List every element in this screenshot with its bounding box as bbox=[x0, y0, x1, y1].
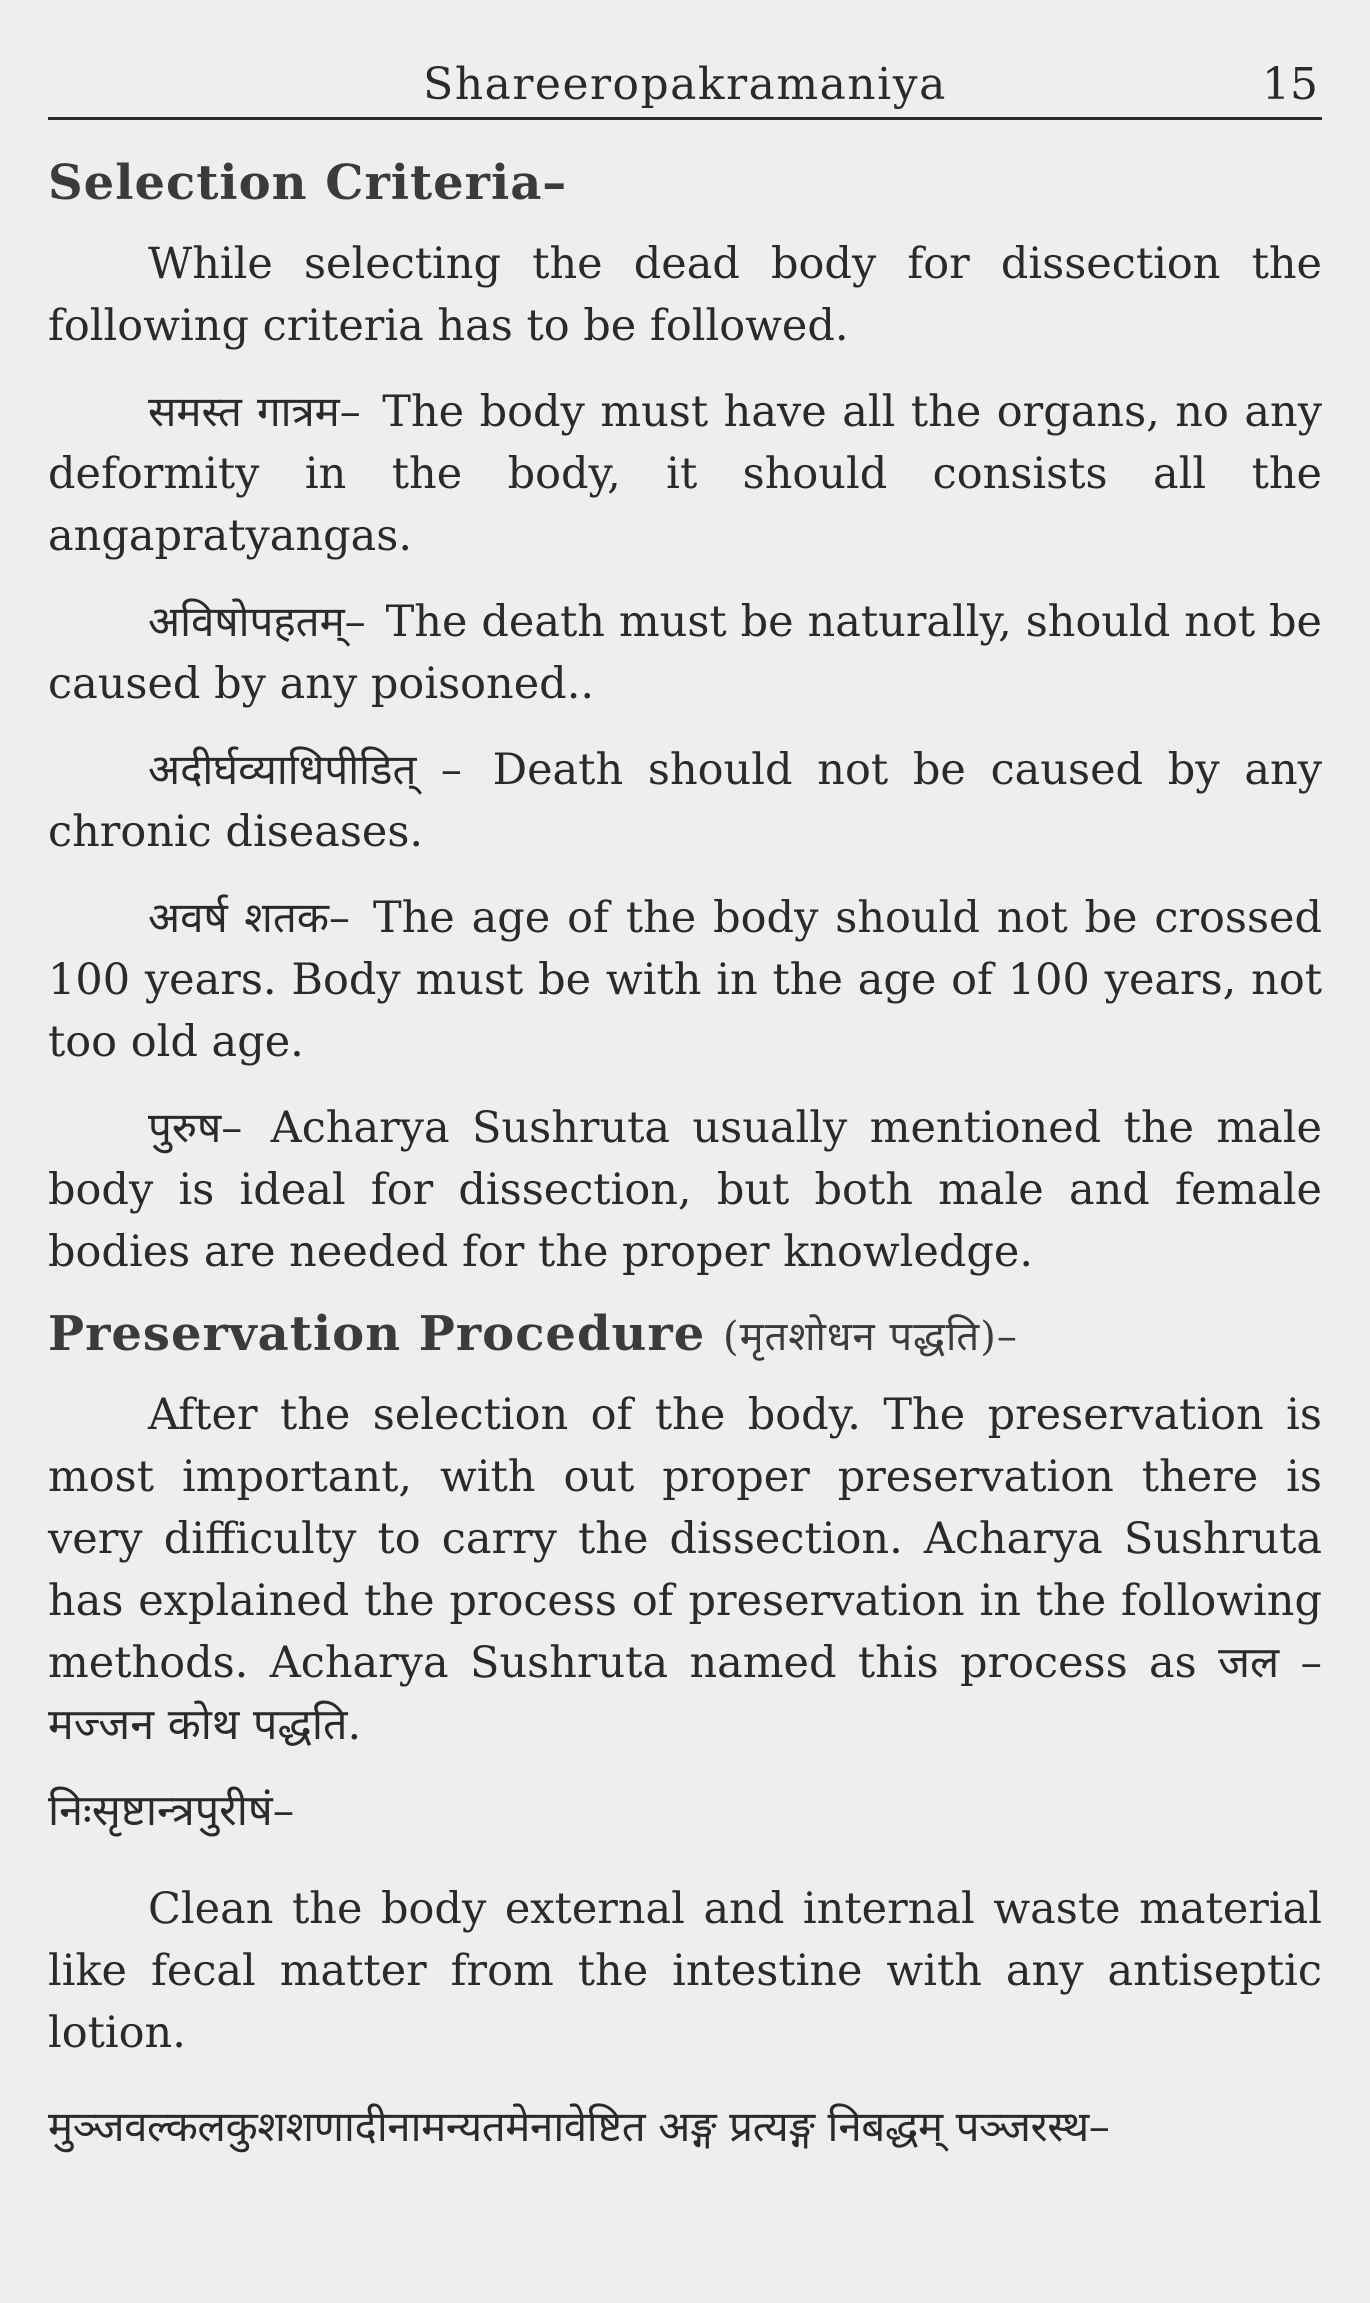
preservation-heading-devanagari: (मृतशोधन पद्धति)– bbox=[722, 1314, 1018, 1361]
criterion-paragraph bbox=[48, 1097, 1322, 1283]
criterion-term: अवर्ष शतक– bbox=[148, 893, 351, 943]
criterion-paragraph bbox=[48, 381, 1322, 567]
preservation-step-text: Clean the body external and internal waste material like fecal matter from the intestine with any antiseptic lotion. bbox=[48, 1884, 1322, 2059]
preservation-intro: After the selection of the body. The preservation is most important, with out proper preservation there is very difficulty to carry the dissection. Acharya Sushruta has explained the process of preservation in the following methods. Acharya Sushruta named this process as जल – मज्जन कोथ पद्धति. bbox=[48, 1390, 1322, 1751]
preservation-heading-text: Preservation Procedure bbox=[48, 1306, 706, 1363]
running-title: Shareeropakramaniya bbox=[423, 59, 947, 110]
criterion-text: The body must have all the organs, no any deformity in the body, it should consists all the angapratyangas. bbox=[48, 387, 1322, 562]
criterion-text: The death must be naturally, should not be caused by any poisoned.. bbox=[48, 597, 1323, 710]
criterion-text: Acharya Sushruta usually mentioned the male body is ideal for dissection, but both male and female bodies are needed for the proper knowledge. bbox=[48, 1103, 1322, 1278]
criterion-text: The age of the body should not be crossed 100 years. Body must be with in the age of 100 years, not too old age. bbox=[48, 893, 1322, 1068]
criterion-term: अविषोपहतम्– bbox=[148, 597, 366, 647]
page-number: 15 bbox=[1262, 59, 1318, 110]
selection-criteria-heading: Selection Criteria– bbox=[48, 155, 568, 211]
criterion-term: समस्त गात्रम– bbox=[148, 387, 361, 437]
criterion-text: Death should not be caused by any chronic diseases. bbox=[48, 745, 1322, 858]
running-header bbox=[48, 55, 1322, 120]
closing-devanagari-line: मुञ्जवल्कलकुशशणादीनामन्यतमेनावेष्टित अङ्ग प्रत्यङ्ग निबद्धम् पञ्जरस्थ– bbox=[48, 2102, 1110, 2152]
preservation-step-title: निःसृष्टान्त्रपुरीषं– bbox=[48, 1786, 295, 1837]
selection-intro: While selecting the dead body for dissection the following criteria has to be followed. bbox=[48, 239, 1322, 352]
criterion-paragraph bbox=[48, 591, 1322, 715]
criterion-term: अदीर्घव्याधिपीडित् – bbox=[148, 745, 462, 795]
criterion-paragraph bbox=[48, 887, 1322, 1073]
criterion-term: पुरुष– bbox=[148, 1103, 243, 1153]
criterion-paragraph bbox=[48, 739, 1322, 863]
preservation-procedure-heading bbox=[48, 1307, 1322, 1362]
